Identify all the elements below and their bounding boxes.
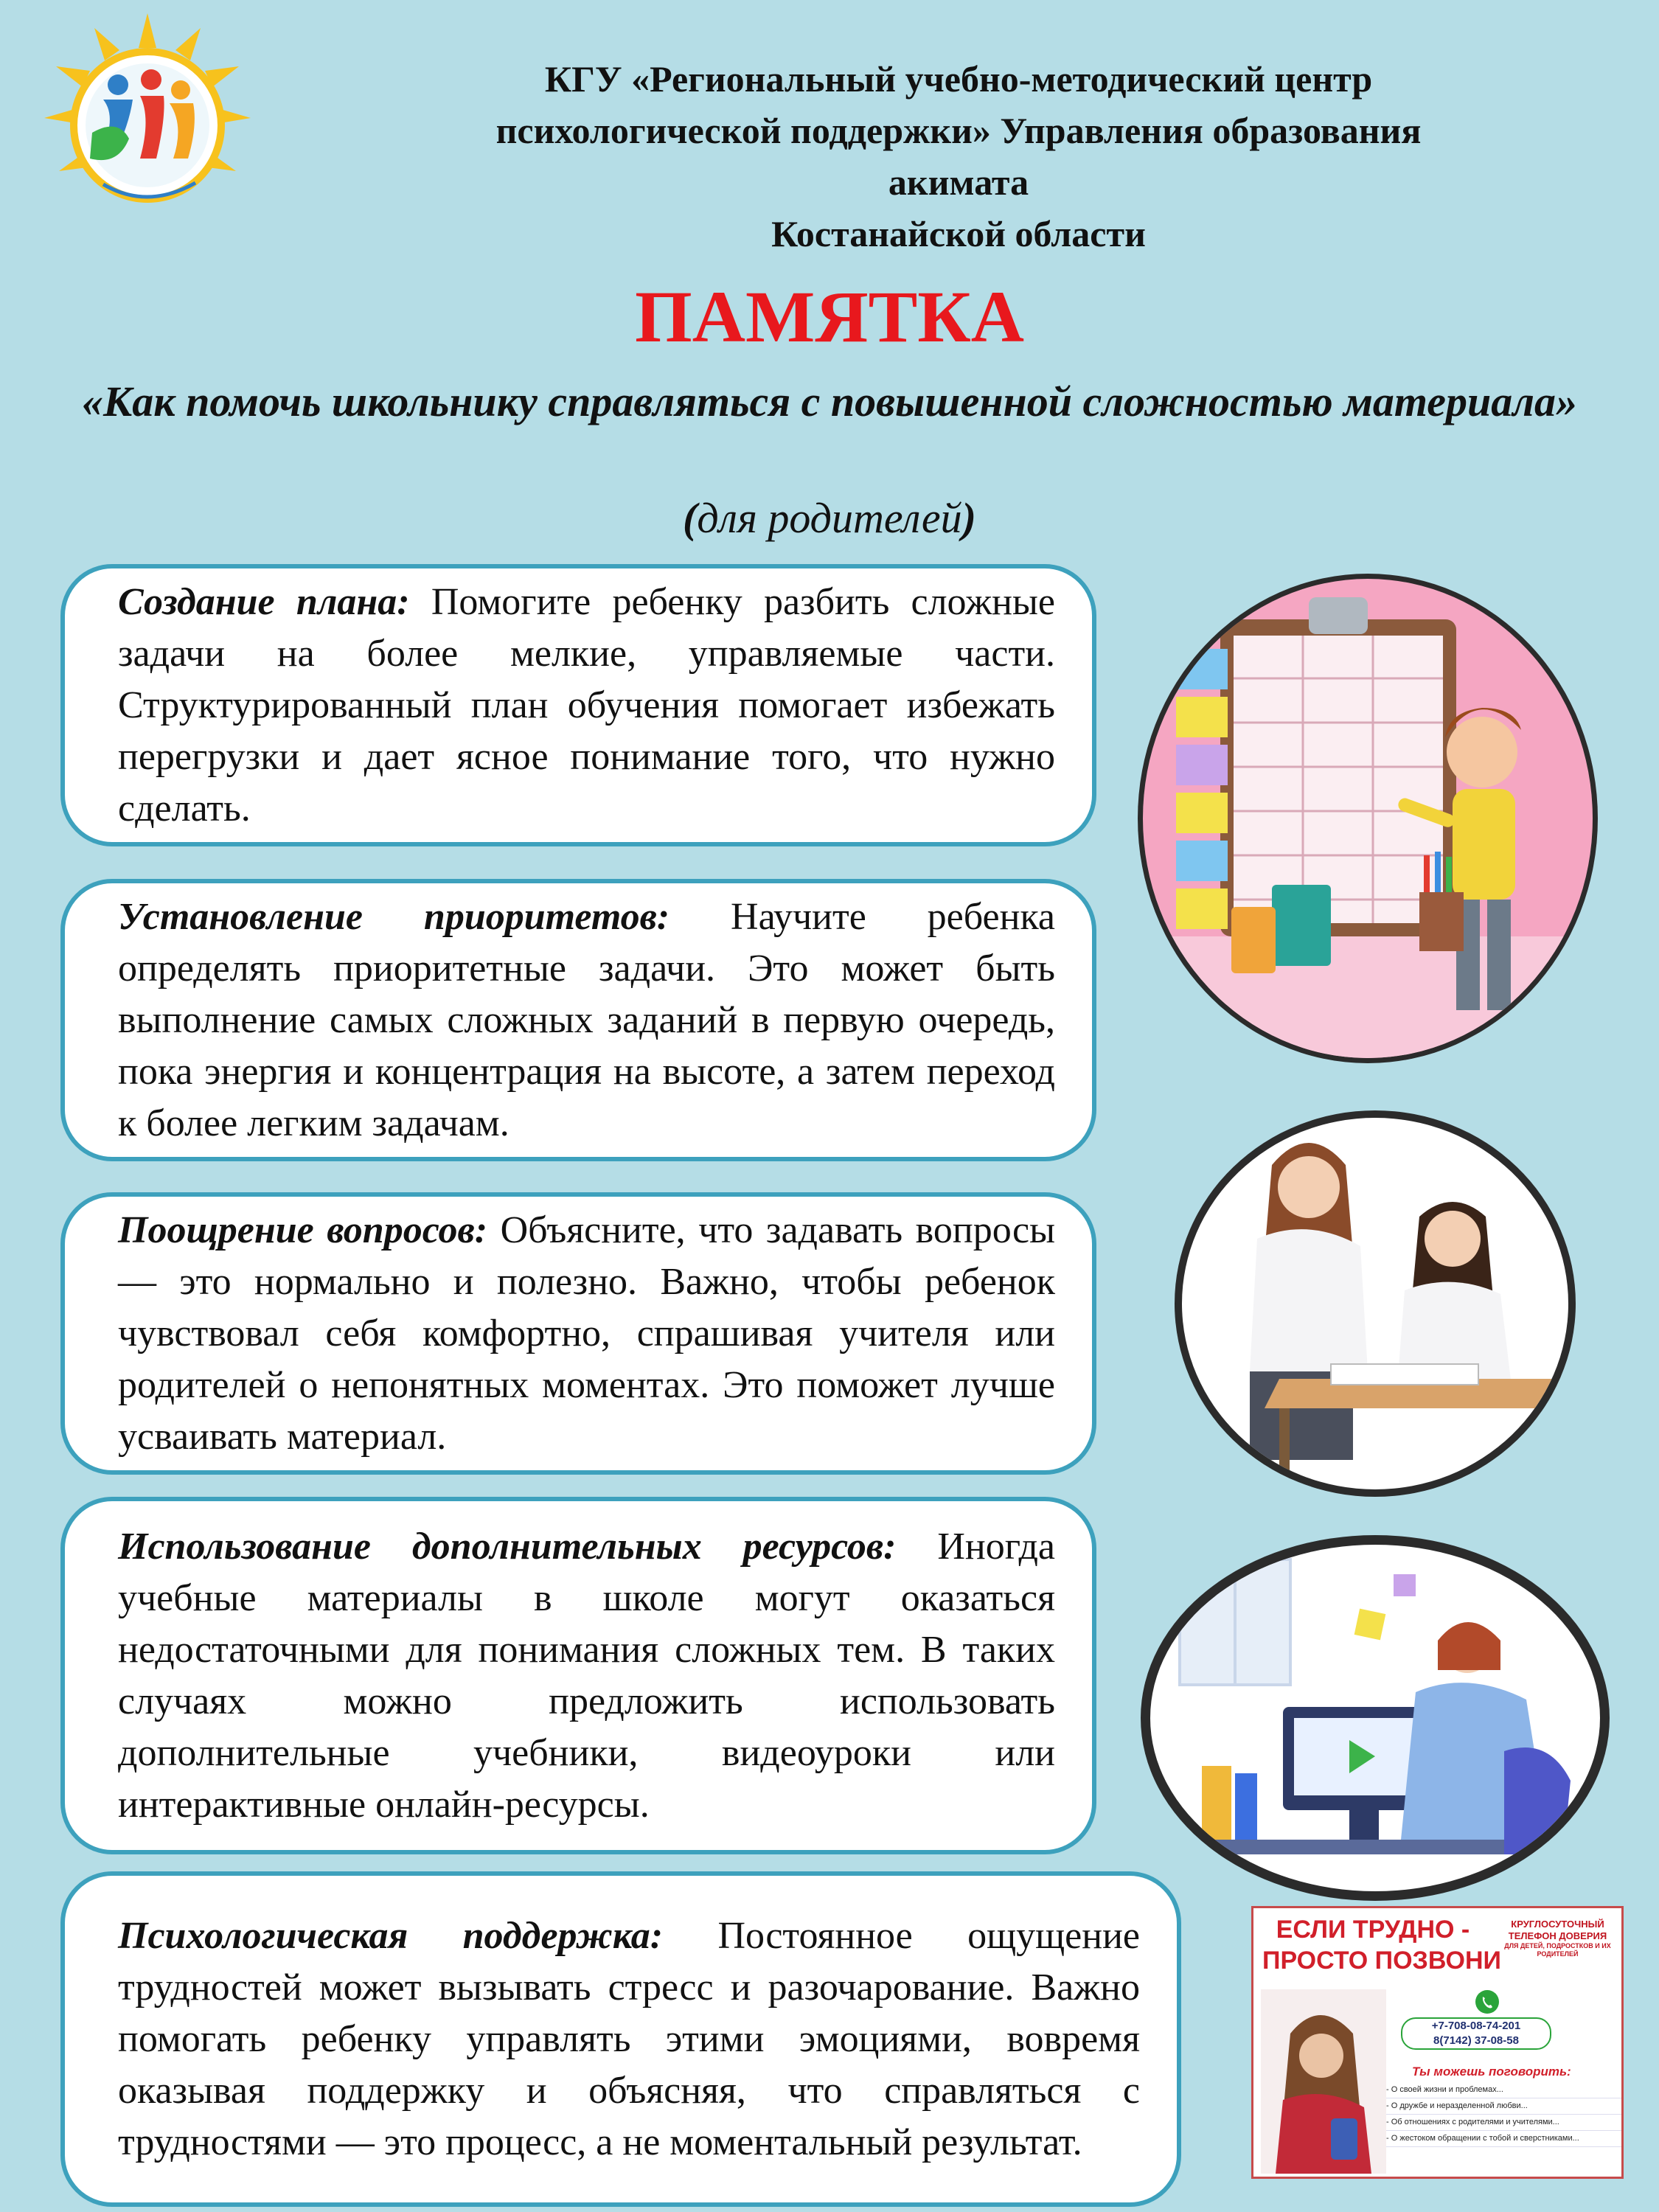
section-heading: Психологическая поддержка: <box>118 1914 664 1957</box>
org-logo-icon <box>29 7 265 229</box>
sad-girl-icon <box>1261 1989 1386 2174</box>
page-subtitle: «Как помочь школьнику справляться с повышенной сложностью материала» <box>81 378 1578 425</box>
poster-subtitle-text: КРУГЛОСУТОЧНЫЙ ТЕЛЕФОН ДОВЕРИЯ <box>1508 1919 1607 1941</box>
section-text: Научите ребенка определять приоритетные задачи. Это может быть выполнение самых сложных заданий в первую очередь, пока энергия и концентрация на высоте, а затем переход к более легким задачам. <box>118 895 1055 1144</box>
org-line: КГУ «Региональный учебно-методический центр <box>544 58 1373 100</box>
org-line: акимата <box>888 161 1029 203</box>
poster-phone: 8(7142) 37-08-58 <box>1433 2034 1519 2047</box>
poster-phones <box>1401 2017 1551 2050</box>
paren-close: ) <box>961 494 976 542</box>
section-priorities <box>60 879 1096 1161</box>
org-line: психологической поддержки» Управления образования <box>495 110 1422 151</box>
poster-title <box>1262 1914 1501 1976</box>
poster-subtitle <box>1497 1919 1618 1958</box>
poster-talk-title: Ты можешь поговорить: <box>1412 2065 1571 2079</box>
section-heading: Создание плана: <box>118 580 410 623</box>
section-heading: Использование дополнительных ресурсов: <box>118 1525 897 1568</box>
organization-name <box>383 53 1534 260</box>
poster-title-line: ПРОСТО ПОЗВОНИ <box>1262 1947 1501 1975</box>
poster-phone: +7-708-08-74-201 <box>1431 2020 1521 2032</box>
list-item: - О дружбе и неразделенной любви... <box>1386 2098 1622 2115</box>
section-resources <box>60 1497 1096 1854</box>
section-text: Иногда учебные материалы в школе могут оказаться недостаточными для понимания сложных тем. В таких случаях можно предложить использовать дополнительные учебники, видеоуроки или интерактивные онлайн-ресурсы. <box>118 1525 1055 1826</box>
section-heading: Поощрение вопросов: <box>118 1208 488 1251</box>
paren-open: ( <box>683 494 698 542</box>
boy-with-planner-icon <box>1132 568 1604 1069</box>
org-line: Костанайской области <box>771 213 1146 254</box>
teacher-helping-student-icon <box>1169 1106 1582 1500</box>
section-questions <box>60 1192 1096 1475</box>
list-item: - О своей жизни и проблемах... <box>1386 2082 1622 2098</box>
section-psych-support <box>60 1871 1181 2207</box>
audience-text: для родителей <box>697 494 962 542</box>
poster-title-line: ЕСЛИ ТРУДНО - <box>1276 1916 1470 1944</box>
poster-subtitle-small: ДЛЯ ДЕТЕЙ, ПОДРОСТКОВ И ИХ РОДИТЕЛЕЙ <box>1504 1942 1611 1958</box>
section-plan <box>60 564 1096 846</box>
page-title: ПАМЯТКА <box>634 276 1025 358</box>
audience-note <box>0 490 1659 546</box>
student-at-computer-icon <box>1135 1530 1615 1906</box>
section-text: Объясните, что задавать вопросы — это нормально и полезно. Важно, чтобы ребенок чувствовал себя комфортно, спрашивая учителя или родителей о непонятных моментах. Это поможет лучше усваивать материал. <box>118 1208 1056 1458</box>
helpline-poster <box>1251 1906 1624 2179</box>
section-heading: Установление приоритетов: <box>118 895 670 938</box>
list-item: - О жестоком обращении с тобой и сверстниками... <box>1386 2131 1622 2147</box>
section-text: Помогите ребенку разбить сложные задачи на более мелкие, управляемые части. Структурированный план обучения помогает избежать перегрузки и дает ясное понимание того, что нужно сделать. <box>118 580 1055 830</box>
section-text: Постоянное ощущение трудностей может вызывать стресс и разочарование. Важно помогать ребенку управлять этими эмоциями, вовремя оказывая поддержку и объясняя, что справляться с трудностями — это процесс, а не моментальный результат. <box>118 1914 1141 2163</box>
whatsapp-icon <box>1475 1989 1500 2014</box>
list-item: - Об отношениях с родителями и учителями... <box>1386 2115 1622 2131</box>
poster-topics <box>1386 2082 1622 2147</box>
